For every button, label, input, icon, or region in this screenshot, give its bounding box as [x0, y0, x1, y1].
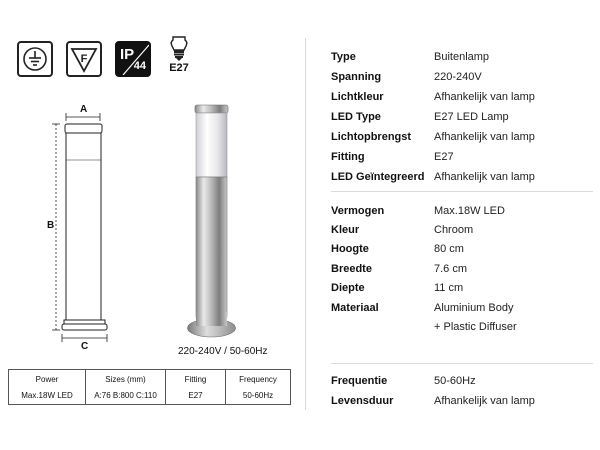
section-divider	[331, 363, 593, 364]
spec-key: Vermogen	[331, 205, 385, 217]
dimension-c-label: C	[81, 341, 89, 352]
spec-column-fitting	[165, 370, 225, 404]
spec-header: Frequency	[239, 375, 277, 384]
dimension-b-label: B	[47, 220, 55, 231]
spec-value: 80 cm	[434, 243, 464, 255]
ip-label: IP	[120, 46, 135, 63]
spec-column-power	[9, 370, 85, 404]
voltage-caption: 220-240V / 50-60Hz	[178, 346, 268, 357]
spec-value: A:76 B:800 C:110	[94, 391, 157, 400]
spec-value: Afhankelijk van lamp	[434, 91, 535, 103]
spec-value: E27	[188, 391, 203, 400]
spec-header: Fitting	[184, 375, 207, 384]
spec-value: 7.6 cm	[434, 263, 468, 275]
spec-key: Fitting	[331, 151, 365, 163]
spec-value: E27	[434, 151, 454, 163]
spec-value: + Plastic Diffuser	[434, 321, 517, 333]
spec-key: Breedte	[331, 263, 372, 275]
spec-value: 50-60Hz	[434, 375, 476, 387]
spec-key: Hoogte	[331, 243, 369, 255]
spec-value: Chroom	[434, 224, 474, 236]
spec-key: Materiaal	[331, 302, 379, 314]
spec-key: LED Type	[331, 111, 381, 123]
spec-value: Buitenlamp	[434, 51, 490, 63]
spec-key: LED Geïntegreerd	[331, 171, 425, 183]
bulb-label: E27	[169, 62, 189, 74]
spec-table	[8, 369, 291, 405]
e27-bulb-icon	[162, 35, 196, 79]
section-divider	[331, 191, 593, 192]
spec-value: Max.18W LED	[434, 205, 505, 217]
f-mark-icon	[66, 41, 102, 77]
spec-column-frequency	[225, 370, 290, 404]
vertical-divider	[305, 38, 306, 410]
spec-key: Type	[331, 51, 356, 63]
spec-key: Kleur	[331, 224, 360, 236]
ip-rating-icon	[115, 41, 151, 77]
svg-text:F: F	[80, 53, 88, 65]
spec-value: Aluminium Body	[434, 302, 514, 314]
spec-key: Frequentie	[331, 375, 388, 387]
spec-key: Lichtkleur	[331, 91, 384, 103]
spec-column-sizes	[85, 370, 165, 404]
dimension-a-label: A	[80, 104, 88, 115]
lamp-product-image	[182, 100, 242, 340]
spec-header: Sizes (mm)	[105, 375, 146, 384]
spec-value: E27 LED Lamp	[434, 111, 509, 123]
spec-value: 11 cm	[434, 282, 464, 294]
spec-value: 50-60Hz	[242, 391, 274, 400]
spec-value: Max.18W LED	[21, 391, 73, 400]
spec-value: Afhankelijk van lamp	[434, 131, 535, 143]
spec-value: 220-240V	[434, 71, 482, 83]
spec-value: Afhankelijk van lamp	[434, 171, 535, 183]
spec-header: Power	[35, 375, 59, 384]
spec-key: Lichtopbrengst	[331, 131, 412, 143]
spec-key: Spanning	[331, 71, 382, 83]
spec-value: Afhankelijk van lamp	[434, 395, 535, 407]
ip-number: 44	[133, 60, 146, 72]
spec-key: Diepte	[331, 282, 365, 294]
spec-key: Levensduur	[331, 395, 394, 407]
earth-ground-icon	[17, 41, 53, 77]
